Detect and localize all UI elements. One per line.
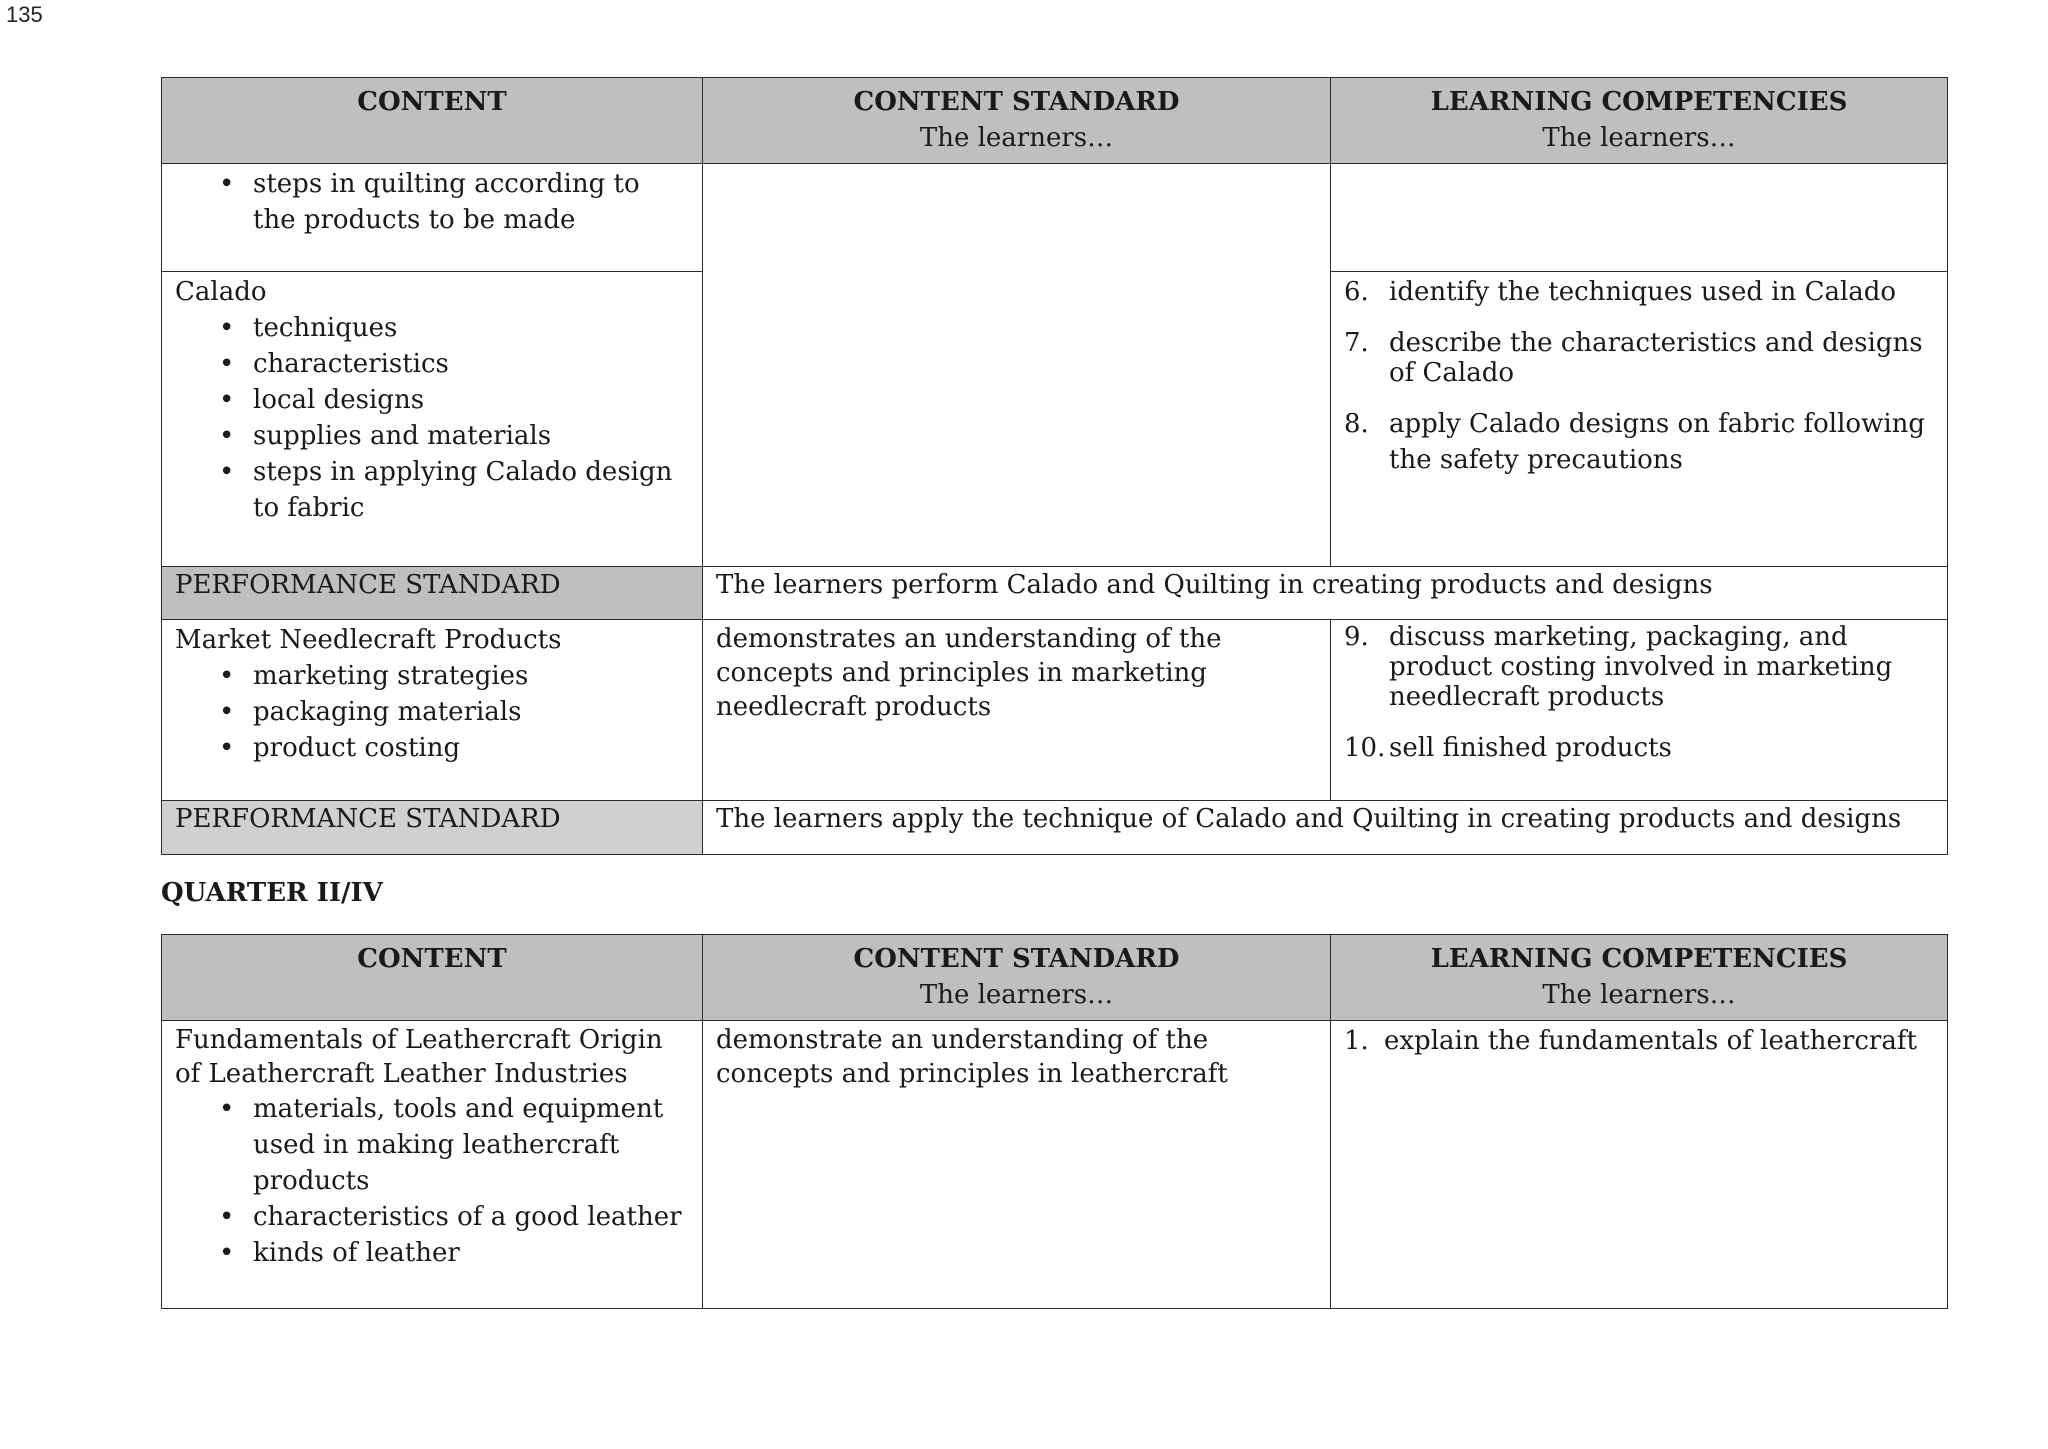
header-learning-competencies-sub: The learners… <box>1542 980 1736 1010</box>
empty-standard-cell <box>703 164 1331 567</box>
list-item: • packaging materials <box>175 694 690 730</box>
header-content <box>162 935 703 1021</box>
performance-standard-label: PERFORMANCE STANDARD <box>162 567 703 620</box>
header-content-title: CONTENT <box>357 87 507 117</box>
competency-item <box>1344 406 1935 478</box>
header-content-standard-sub: The learners… <box>919 980 1114 1010</box>
competency-item <box>1344 274 1935 310</box>
competency-text: sell finished products <box>1389 733 1672 763</box>
competency-number: 7. <box>1344 328 1369 358</box>
table-header-row <box>162 935 1948 1021</box>
table-row <box>162 620 1948 801</box>
list-item: • steps in quilting according to the products to be made <box>175 166 690 238</box>
list-item: • materials, tools and equipment used in making leathercraft products <box>175 1091 690 1199</box>
list-item: • steps in applying Calado design to fabric <box>175 454 690 526</box>
competency-number: 6. <box>1344 277 1369 307</box>
empty-competency-cell <box>1331 164 1948 272</box>
performance-standard-text: The learners perform Calado and Quilting in creating products and designs <box>703 567 1948 620</box>
list-item: • characteristics <box>175 346 690 382</box>
table-header-row <box>162 78 1948 164</box>
leathercraft-content-cell <box>162 1021 703 1309</box>
leathercraft-intro: Fundamentals of Leathercraft Origin of Leathercraft Leather Industries <box>175 1025 663 1089</box>
quilting-steps-cell <box>162 164 703 272</box>
competency-text: identify the techniques used in Calado <box>1389 277 1897 307</box>
performance-standard-label: PERFORMANCE STANDARD <box>162 801 703 855</box>
page-number: 135 <box>6 2 43 27</box>
table-row <box>162 1021 1948 1309</box>
list-item: • product costing <box>175 730 690 766</box>
competency-number: 10. <box>1344 733 1386 763</box>
curriculum-table-quarter-2 <box>161 934 1948 1309</box>
header-content-standard <box>703 935 1331 1021</box>
market-content-cell <box>162 620 703 801</box>
list-item: • characteristics of a good leather <box>175 1199 690 1235</box>
header-content-standard-title: CONTENT STANDARD <box>853 944 1180 974</box>
header-content <box>162 78 703 164</box>
market-standard-cell: demonstrates an understanding of the concepts and principles in marketing needlecraft products <box>703 620 1331 801</box>
competency-item <box>1344 730 1935 766</box>
list-item: • marketing strategies <box>175 658 690 694</box>
calado-competencies-cell <box>1331 272 1948 567</box>
market-title: Market Needlecraft Products <box>175 625 562 655</box>
competency-number: 9. <box>1344 622 1369 652</box>
leathercraft-standard-cell: demonstrate an understanding of the concepts and principles in leathercraft <box>703 1021 1331 1309</box>
header-learning-competencies <box>1331 935 1948 1021</box>
list-item: • kinds of leather <box>175 1235 690 1271</box>
leathercraft-competencies-cell <box>1331 1021 1948 1309</box>
header-content-standard-sub: The learners… <box>919 123 1114 153</box>
performance-standard-row <box>162 567 1948 620</box>
calado-content-cell <box>162 272 703 567</box>
curriculum-table-quarter-1 <box>161 77 1948 855</box>
performance-standard-row <box>162 801 1948 855</box>
header-learning-competencies-sub: The learners… <box>1542 123 1736 153</box>
competency-text: explain the fundamentals of leathercraft <box>1384 1026 1917 1056</box>
list-item: • local designs <box>175 382 690 418</box>
competency-text: discuss marketing, packaging, and product costing involved in marketing needlecraft products <box>1389 622 1893 712</box>
competency-number: 1. <box>1344 1026 1369 1056</box>
competency-text: apply Calado designs on fabric following the safety precautions <box>1389 409 1926 475</box>
competency-text: describe the characteristics and designs of Calado <box>1389 328 1923 388</box>
competency-item <box>1344 1023 1935 1059</box>
market-competencies-cell <box>1331 620 1948 801</box>
header-content-title: CONTENT <box>357 944 507 974</box>
competency-number: 8. <box>1344 409 1369 439</box>
header-learning-competencies-title: LEARNING COMPETENCIES <box>1430 87 1848 117</box>
calado-title: Calado <box>175 277 267 307</box>
list-item: • techniques <box>175 310 690 346</box>
header-content-standard-title: CONTENT STANDARD <box>853 87 1180 117</box>
quarter-title: QUARTER II/IV <box>161 878 383 908</box>
competency-item <box>1344 328 1935 388</box>
table-row <box>162 164 1948 272</box>
performance-standard-text: The learners apply the technique of Calado and Quilting in creating products and designs <box>703 801 1948 855</box>
header-learning-competencies <box>1331 78 1948 164</box>
header-learning-competencies-title: LEARNING COMPETENCIES <box>1430 944 1848 974</box>
competency-item <box>1344 622 1935 712</box>
header-content-standard <box>703 78 1331 164</box>
list-item: • supplies and materials <box>175 418 690 454</box>
